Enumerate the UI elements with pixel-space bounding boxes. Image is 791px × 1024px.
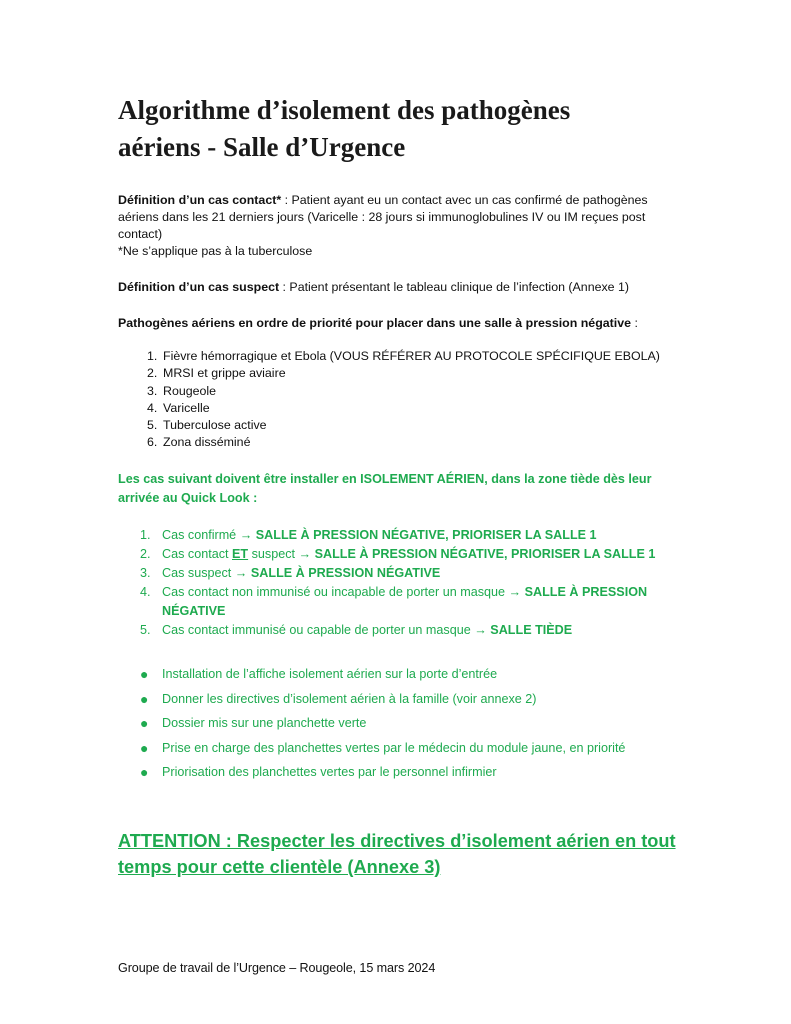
list-item: [118, 434, 660, 451]
list-number: 6.: [147, 435, 158, 450]
case-number: 2.: [140, 547, 151, 561]
case-text: Cas suspect: [162, 566, 235, 580]
bullet-dot-icon: ●: [140, 690, 149, 707]
case-item: [118, 564, 662, 583]
bullet-text: Prise en charge des planchettes vertes par le médecin du module jaune, en priorité: [162, 740, 626, 755]
list-text: Fièvre hémorragique et Ebola (VOUS RÉFÉRER AU PROTOCOLE SPÉCIFIQUE EBOLA): [163, 349, 660, 363]
document-title: [118, 92, 698, 166]
list-text: Varicelle: [163, 400, 210, 415]
bullet-text: Installation de l’affiche isolement aérien sur la porte d’entrée: [162, 667, 498, 681]
bullet-item: [118, 739, 652, 758]
bullet-item: [118, 665, 652, 684]
suspect-case-definition: [118, 279, 678, 296]
bullet-dot-icon: ●: [140, 715, 149, 731]
pathogen-priority-title: Pathogènes aériens en ordre de priorité pour placer dans une salle à pression négative: [118, 316, 632, 330]
bullet-text: Priorisation des planchettes vertes par le personnel infirmier: [162, 765, 497, 779]
document-footer: Groupe de travail de l’Urgence – Rougeole, 15 mars 2024: [118, 961, 436, 975]
list-number: 3.: [147, 383, 158, 398]
suspect-definition-label: Définition d’un cas suspect: [118, 280, 280, 294]
case-item: [118, 545, 662, 564]
case-text: Cas contact: [162, 547, 232, 561]
attention-notice: ATTENTION : Respecter les directives d’isolement aérien en tout temps pour cette clientèle (Annexe 3): [118, 831, 676, 877]
bullet-dot-icon: ●: [140, 666, 149, 682]
isolation-case-list: [118, 526, 662, 640]
arrow-icon: →: [239, 528, 253, 542]
list-text: MRSI et grippe aviaire: [163, 366, 286, 381]
pathogen-priority-heading: [118, 315, 678, 332]
case-action: SALLE TIÈDE: [486, 623, 573, 637]
list-number: 1.: [147, 349, 158, 363]
list-text: Tuberculose active: [163, 418, 267, 433]
title-line-2: aériens - Salle d’Urgence: [118, 132, 406, 162]
list-text: Zona disséminé: [163, 435, 251, 450]
arrow-icon: →: [508, 585, 522, 599]
contact-case-definition: [118, 192, 678, 260]
tuberculosis-note: *Ne s’applique pas à la tuberculose: [118, 244, 313, 258]
case-number: 4.: [140, 585, 151, 599]
arrow-icon: →: [234, 566, 248, 580]
arrow-icon: →: [298, 547, 312, 561]
list-item: [118, 348, 660, 365]
pathogen-priority-suffix: :: [631, 316, 638, 330]
case-text: Cas confirmé: [162, 528, 240, 542]
case-emphasis: ET: [232, 547, 249, 561]
case-action: SALLE À PRESSION NÉGATIVE, PRIORISER LA SALLE 1: [311, 547, 656, 561]
bullet-item: [118, 714, 652, 733]
case-item: [118, 621, 662, 640]
case-text: Cas contact immunisé ou capable de porter un masque: [162, 623, 475, 637]
case-text-2: suspect: [248, 547, 299, 561]
list-item: [118, 400, 660, 417]
list-text: Rougeole: [163, 383, 217, 398]
bullet-text: Donner les directives d’isolement aérien à la famille (voir annexe 2): [162, 691, 537, 706]
pathogen-priority-list: [118, 348, 660, 452]
list-item: [118, 365, 660, 382]
case-number: 3.: [140, 566, 151, 580]
case-number: 1.: [140, 528, 151, 542]
title-line-1: Algorithme d’isolement des pathogènes: [118, 95, 571, 125]
case-action: SALLE À PRESSION NÉGATIVE: [162, 585, 648, 618]
arrow-icon: →: [474, 623, 487, 637]
case-action: SALLE À PRESSION NÉGATIVE, PRIORISER LA SALLE 1: [252, 528, 597, 542]
list-number: 4.: [147, 400, 158, 415]
bullet-item: [118, 690, 652, 709]
contact-definition-text: : Patient ayant eu un contact avec un cas confirmé de pathogènes aériens dans les 21 derniers jours (Varicelle : 28 jours si immunoglobulines IV ou IM reçues post contact): [118, 193, 648, 241]
list-number: 2.: [147, 366, 158, 381]
contact-definition-label: Définition d’un cas contact*: [118, 193, 282, 207]
bullet-dot-icon: ●: [140, 739, 149, 756]
case-text: Cas contact non immunisé ou incapable de porter un masque: [162, 585, 509, 599]
case-number: 5.: [140, 623, 151, 637]
isolation-intro: Les cas suivant doivent être installer en ISOLEMENT AÉRIEN, dans la zone tiède dès leur arrivée au Quick Look :: [118, 472, 652, 505]
list-number: 5.: [147, 418, 158, 433]
suspect-definition-text: : Patient présentant le tableau clinique de l’infection (Annexe 1): [279, 280, 630, 294]
case-action: SALLE À PRESSION NÉGATIVE: [247, 566, 441, 580]
bullet-text: Dossier mis sur une planchette verte: [162, 716, 367, 730]
list-item: [118, 383, 660, 400]
isolation-actions-list: [118, 665, 652, 788]
bullet-item: [118, 763, 652, 782]
list-item: [118, 417, 660, 434]
bullet-dot-icon: ●: [140, 764, 149, 780]
case-item: [118, 526, 662, 545]
case-item: [118, 583, 662, 621]
